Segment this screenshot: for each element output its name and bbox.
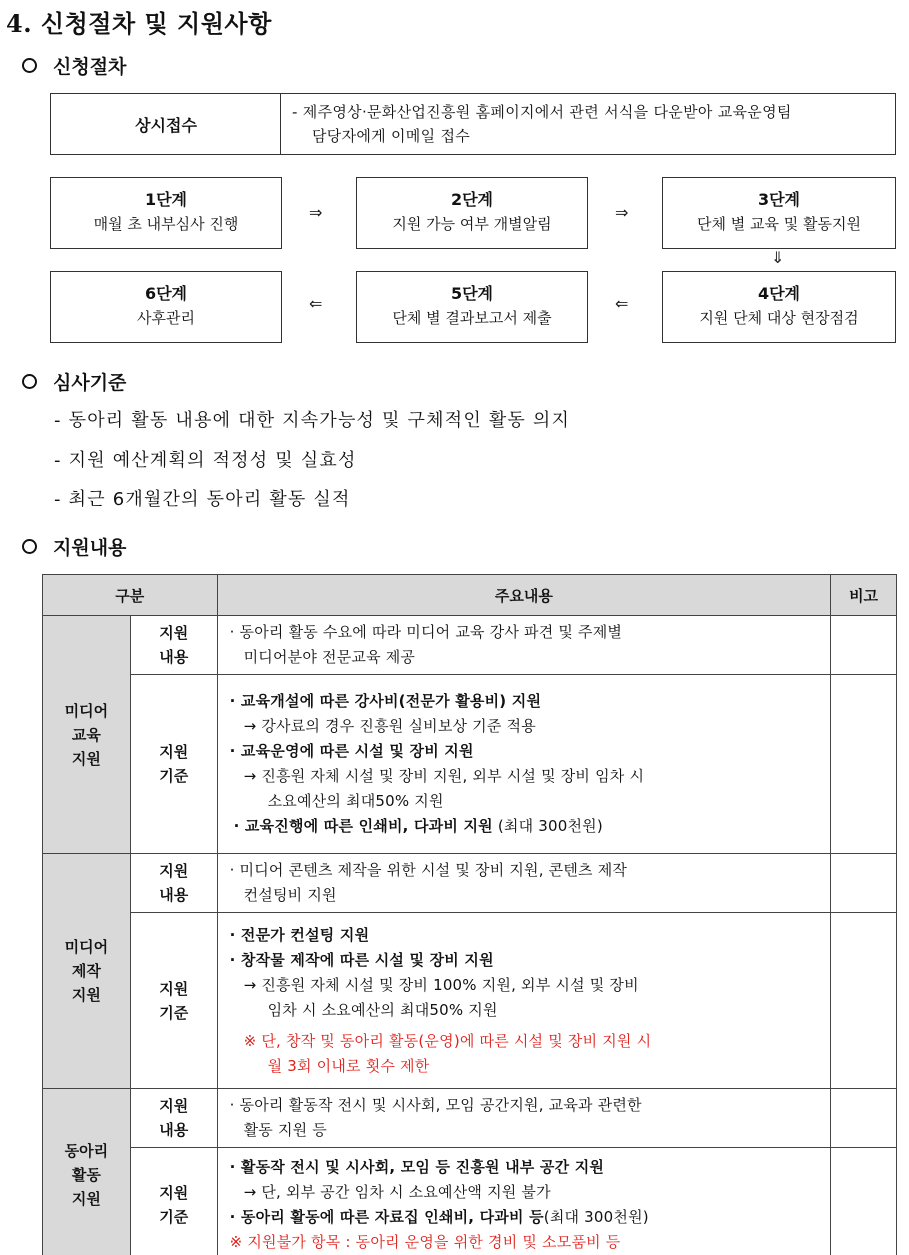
sub-label: [130, 1089, 217, 1148]
sub-line: 내용: [159, 1121, 189, 1139]
sub-line: 지원: [159, 979, 189, 998]
step-1-title: 1단계: [144, 190, 188, 209]
category-line: 미디어: [64, 938, 109, 956]
content-line: · 전문가 컨설팅 지원: [229, 925, 370, 944]
content-line: 컨설팅비 지원: [243, 886, 337, 904]
step-2-desc: 지원 가능 여부 개별알림: [392, 215, 552, 233]
step-6-title: 6단계: [144, 284, 188, 303]
category-line: 활동: [71, 1166, 101, 1184]
step-5-box: [356, 271, 588, 343]
note-cell: [831, 1089, 897, 1148]
content-line: 임차 시 소요예산의 최대50% 지원: [267, 1000, 498, 1019]
sub-line: 지원: [159, 1183, 189, 1202]
content-line: · 창작물 제작에 따른 시설 및 장비 지원: [229, 950, 494, 969]
circle-bullet-icon: [22, 374, 37, 389]
step-6-desc: 사후관리: [137, 309, 195, 327]
table-row: [43, 913, 897, 1089]
table-row: [43, 854, 897, 913]
content-line: · 활동작 전시 및 시사회, 모임 등 진흥원 내부 공간 지원: [229, 1157, 605, 1176]
category-media-education: [43, 616, 131, 854]
section-criteria-heading: [22, 368, 126, 395]
arrow-right-icon: ⇒: [615, 203, 629, 222]
warning-line: ※ 단, 창작 및 동아리 활동(운영)에 따른 시설 및 장비 지원 시: [243, 1031, 652, 1050]
support-heading-text: 지원내용: [53, 537, 127, 559]
intake-line-1: - 제주영상·문화산업진흥원 홈페이지에서 관련 서식을 다운받아 교육운영팀: [292, 103, 792, 121]
criteria-item-3: - 최근 6개월간의 동아리 활동 실적: [54, 489, 351, 510]
content-cell: [217, 1089, 831, 1148]
step-6-box: [50, 271, 282, 343]
intake-line-2: 담당자에게 이메일 접수: [312, 127, 471, 145]
step-2-box: [356, 177, 588, 249]
content-line: 미디어분야 전문교육 제공: [243, 648, 416, 666]
category-line: 지원: [71, 749, 101, 768]
sub-line: 지원: [159, 1097, 189, 1115]
sub-label: [130, 913, 217, 1089]
section-support-heading: [22, 533, 126, 560]
content-line: · 교육운영에 따른 시설 및 장비 지원: [229, 742, 474, 760]
table-row: [43, 675, 897, 854]
criteria-item-2: - 지원 예산계획의 적정성 및 실효성: [54, 450, 357, 471]
step-1-box: [50, 177, 282, 249]
sub-line: 내용: [159, 648, 189, 666]
procedure-heading-text: 신청절차: [53, 56, 127, 78]
content-line: → 강사료의 경우 진흥원 실비보상 기준 적용: [243, 717, 536, 735]
support-table: [42, 574, 897, 1255]
note-cell: [831, 616, 897, 675]
step-3-desc: 단체 별 교육 및 활동지원: [697, 215, 861, 233]
category-line: 미디어: [64, 701, 109, 720]
sub-label: [130, 616, 217, 675]
sub-label: [130, 854, 217, 913]
intake-label: 상시접수: [52, 94, 281, 154]
content-line: → 진흥원 자체 시설 및 장비 100% 지원, 외부 시설 및 장비: [243, 975, 639, 994]
note-cell: [831, 1148, 897, 1255]
step-4-desc: 지원 단체 대상 현장점검: [699, 309, 859, 327]
content-line: 소요예산의 최대50% 지원: [267, 792, 444, 810]
sub-line: 기준: [159, 1003, 189, 1022]
category-line: 동아리: [64, 1142, 109, 1160]
content-cell: [217, 675, 831, 854]
sub-line: 지원: [159, 624, 189, 642]
content-max-amount: (최대 300천원): [543, 1207, 649, 1226]
category-line: 제작: [71, 962, 101, 980]
sub-label: [130, 1148, 217, 1255]
sub-line: 기준: [159, 1207, 189, 1226]
criteria-heading-text: 심사기준: [53, 372, 127, 394]
content-line: [230, 814, 823, 839]
intake-description: [292, 100, 792, 148]
step-5-title: 5단계: [450, 284, 494, 303]
content-line: · 미디어 콘텐츠 제작을 위한 시설 및 장비 지원, 콘텐츠 제작: [229, 861, 628, 879]
content-line: → 진흥원 자체 시설 및 장비 지원, 외부 시설 및 장비 임차 시: [243, 767, 645, 785]
category-line: 지원: [71, 986, 101, 1004]
circle-bullet-icon: [22, 539, 37, 554]
note-cell: [831, 675, 897, 854]
step-1-desc: 매월 초 내부심사 진행: [93, 215, 239, 233]
content-bold-part: · 교육진행에 따른 인쇄비, 다과비 지원: [233, 817, 493, 835]
step-2-title: 2단계: [450, 190, 494, 209]
content-cell: [217, 854, 831, 913]
category-media-production: [43, 854, 131, 1089]
page-title: 4. 신청절차 및 지원사항: [6, 9, 272, 38]
content-cell: [217, 1148, 831, 1255]
arrow-down-icon: ⇓: [771, 248, 785, 267]
content-line: → 단, 외부 공간 임차 시 소요예산액 지원 불가: [243, 1182, 551, 1201]
sub-line: 기준: [159, 767, 189, 785]
table-header-row: [43, 575, 897, 616]
content-line: · 동아리 활동 수요에 따라 미디어 교육 강사 파견 및 주제별: [229, 623, 623, 641]
warning-line: 월 3회 이내로 횟수 제한: [267, 1056, 430, 1075]
step-3-title: 3단계: [757, 190, 801, 209]
section-procedure-heading: [22, 52, 126, 79]
warning-line: ※ 지원불가 항목 : 동아리 운영을 위한 경비 및 소모품비 등: [229, 1232, 621, 1251]
content-line: 활동 지원 등: [243, 1121, 327, 1139]
sub-line: 내용: [159, 886, 189, 904]
content-max-amount: (최대 300천원): [497, 817, 603, 835]
content-cell: [217, 913, 831, 1089]
sub-line: 지원: [159, 862, 189, 880]
sub-line: 지원: [159, 743, 189, 761]
category-line: 지원: [71, 1190, 101, 1208]
header-content: 주요내용: [217, 575, 831, 616]
note-cell: [831, 913, 897, 1089]
content-line: · 동아리 활동작 전시 및 시사회, 모임 공간지원, 교육과 관련한: [229, 1096, 642, 1114]
content-line: [230, 1205, 823, 1230]
arrow-left-icon: ⇐: [615, 294, 629, 313]
content-line: · 교육개설에 따른 강사비(전문가 활용비) 지원: [229, 692, 542, 710]
step-4-box: [662, 271, 896, 343]
sub-label: [130, 675, 217, 854]
criteria-item-1: - 동아리 활동 내용에 대한 지속가능성 및 구체적인 활동 의지: [54, 410, 571, 431]
arrow-right-icon: ⇒: [309, 203, 323, 222]
step-5-desc: 단체 별 결과보고서 제출: [392, 309, 552, 327]
category-line: 교육: [71, 725, 101, 744]
header-category: 구분: [43, 575, 218, 616]
content-bold-part: · 동아리 활동에 따른 자료집 인쇄비, 다과비 등: [229, 1207, 544, 1226]
note-cell: [831, 854, 897, 913]
table-row: [43, 1089, 897, 1148]
circle-bullet-icon: [22, 58, 37, 73]
table-row: [43, 616, 897, 675]
step-3-box: [662, 177, 896, 249]
category-club-activity: [43, 1089, 131, 1255]
step-4-title: 4단계: [757, 284, 801, 303]
table-row: [43, 1148, 897, 1255]
header-note: 비고: [831, 575, 897, 616]
content-cell: [217, 616, 831, 675]
arrow-left-icon: ⇐: [309, 294, 323, 313]
